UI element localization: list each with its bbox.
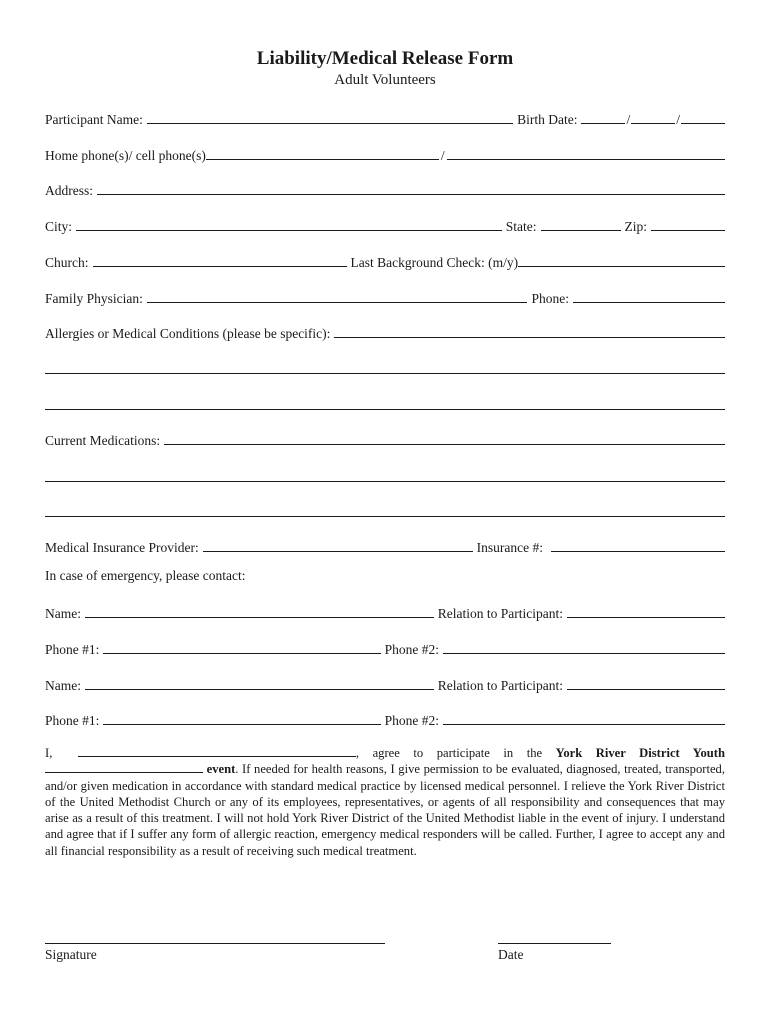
background-check-label: Last Background Check: (m/y): [350, 255, 519, 270]
city-field[interactable]: [76, 230, 502, 231]
background-check-field[interactable]: [518, 266, 725, 267]
address-field[interactable]: [97, 194, 725, 195]
contact-1-name-label: Name:: [45, 606, 81, 621]
family-physician-field[interactable]: [147, 302, 528, 303]
birth-date-label: Birth Date:: [517, 112, 578, 127]
physician-phone-label: Phone:: [531, 291, 569, 306]
contact-1-relation-label: Relation to Participant:: [437, 606, 563, 621]
zip-label: Zip:: [624, 219, 647, 234]
signature-line[interactable]: [45, 943, 385, 944]
contact-2-name-label: Name:: [45, 678, 81, 693]
address-row: [45, 179, 725, 199]
contact-2-phone1-label: Phone #1:: [45, 713, 100, 728]
physician-phone-field[interactable]: [573, 302, 725, 303]
current-medications-field[interactable]: [164, 444, 725, 445]
contact-2-phone2-label: Phone #2:: [384, 713, 439, 728]
emergency-contact-heading: In case of emergency, please contact:: [45, 568, 246, 583]
church-label: Church:: [45, 255, 89, 270]
contact-2-relation-label: Relation to Participant:: [437, 678, 563, 693]
allergies-line-3[interactable]: [45, 409, 725, 410]
contact-2-phone2-field[interactable]: [443, 724, 725, 725]
contact-2-phone1-field[interactable]: [103, 724, 380, 725]
participant-name-label: Participant Name:: [45, 112, 143, 127]
birth-date-separator: /: [626, 112, 631, 127]
insurance-provider-field[interactable]: [203, 551, 473, 552]
participant-name-field[interactable]: [147, 123, 513, 124]
agreement-event-name: York River District Youth: [555, 746, 725, 760]
emergency-contact-2-phone-row: [45, 709, 725, 729]
allergies-row: [45, 322, 725, 342]
agreement-paragraph: [45, 745, 725, 859]
contact-1-phone2-field[interactable]: [443, 653, 725, 654]
home-phone-field[interactable]: [206, 159, 439, 160]
zip-field[interactable]: [651, 230, 725, 231]
contact-2-name-field[interactable]: [85, 689, 434, 690]
phones-row: [45, 144, 725, 164]
insurance-row: [45, 536, 725, 556]
insurance-number-field[interactable]: [551, 551, 725, 552]
medications-line-3[interactable]: [45, 516, 725, 517]
agreement-body: . If needed for health reasons, I give permission to be evaluated, diagnosed, treated, transported, and/or given medication in accordance with standard medical practice by licensed medical personnel. I relieve the York River District of the United Methodist Church or any of its employees, representatives, or agents of all responsibility and consequences that may arise as a result of this treatment. I will not hold York River District of the United Methodist liable in the event of injury. I understand and agree that if I suffer any form of allergic reaction, emergency medical responders will be called. Further, I agree to accept any and all financial responsibility as a result of receiving such medical treatment.: [45, 762, 725, 858]
allergies-label: Allergies or Medical Conditions (please be specific):: [45, 326, 331, 341]
state-label: State:: [505, 219, 537, 234]
emergency-contact-1-phone-row: [45, 638, 725, 658]
birth-day-field[interactable]: [631, 123, 675, 124]
physician-row: [45, 287, 725, 307]
church-row: [45, 251, 725, 271]
insurance-number-label: Insurance #:: [476, 540, 543, 555]
birth-date-separator: /: [676, 112, 680, 127]
church-field[interactable]: [93, 266, 347, 267]
allergies-line-2[interactable]: [45, 373, 725, 374]
birth-month-field[interactable]: [581, 123, 625, 124]
insurance-provider-label: Medical Insurance Provider:: [45, 540, 199, 555]
contact-1-phone1-field[interactable]: [103, 653, 380, 654]
emergency-contact-1-name-row: [45, 602, 725, 622]
medications-row: [45, 429, 725, 449]
contact-1-name-field[interactable]: [85, 617, 434, 618]
agreement-agree-text: , agree to participate in the: [355, 746, 543, 760]
cell-phone-field[interactable]: [447, 159, 725, 160]
agreement-name-field[interactable]: [78, 746, 356, 757]
medications-line-2[interactable]: [45, 481, 725, 482]
agreement-event-word: event: [206, 762, 236, 777]
home-cell-phone-label: Home phone(s)/ cell phone(s): [45, 148, 206, 163]
date-line[interactable]: [498, 943, 611, 944]
phone-separator: /: [440, 148, 445, 163]
state-field[interactable]: [541, 230, 621, 231]
contact-2-relation-field[interactable]: [567, 689, 725, 690]
allergies-field[interactable]: [334, 337, 725, 338]
agreement-event-field[interactable]: [45, 762, 203, 773]
contact-1-phone2-label: Phone #2:: [384, 642, 439, 657]
signature-label: Signature: [45, 947, 97, 962]
address-label: Address:: [45, 183, 93, 198]
form-subtitle: Adult Volunteers: [334, 72, 436, 88]
family-physician-label: Family Physician:: [45, 291, 143, 306]
city-row: [45, 215, 725, 235]
date-label: Date: [498, 947, 524, 962]
contact-1-phone1-label: Phone #1:: [45, 642, 100, 657]
current-medications-label: Current Medications:: [45, 433, 161, 448]
emergency-contact-2-name-row: [45, 674, 725, 694]
city-label: City:: [45, 219, 73, 234]
form-title: Liability/Medical Release Form: [256, 48, 514, 69]
birth-year-field[interactable]: [681, 123, 725, 124]
contact-1-relation-field[interactable]: [567, 617, 725, 618]
participant-row: [45, 108, 725, 128]
agreement-intro: I,: [45, 746, 53, 760]
